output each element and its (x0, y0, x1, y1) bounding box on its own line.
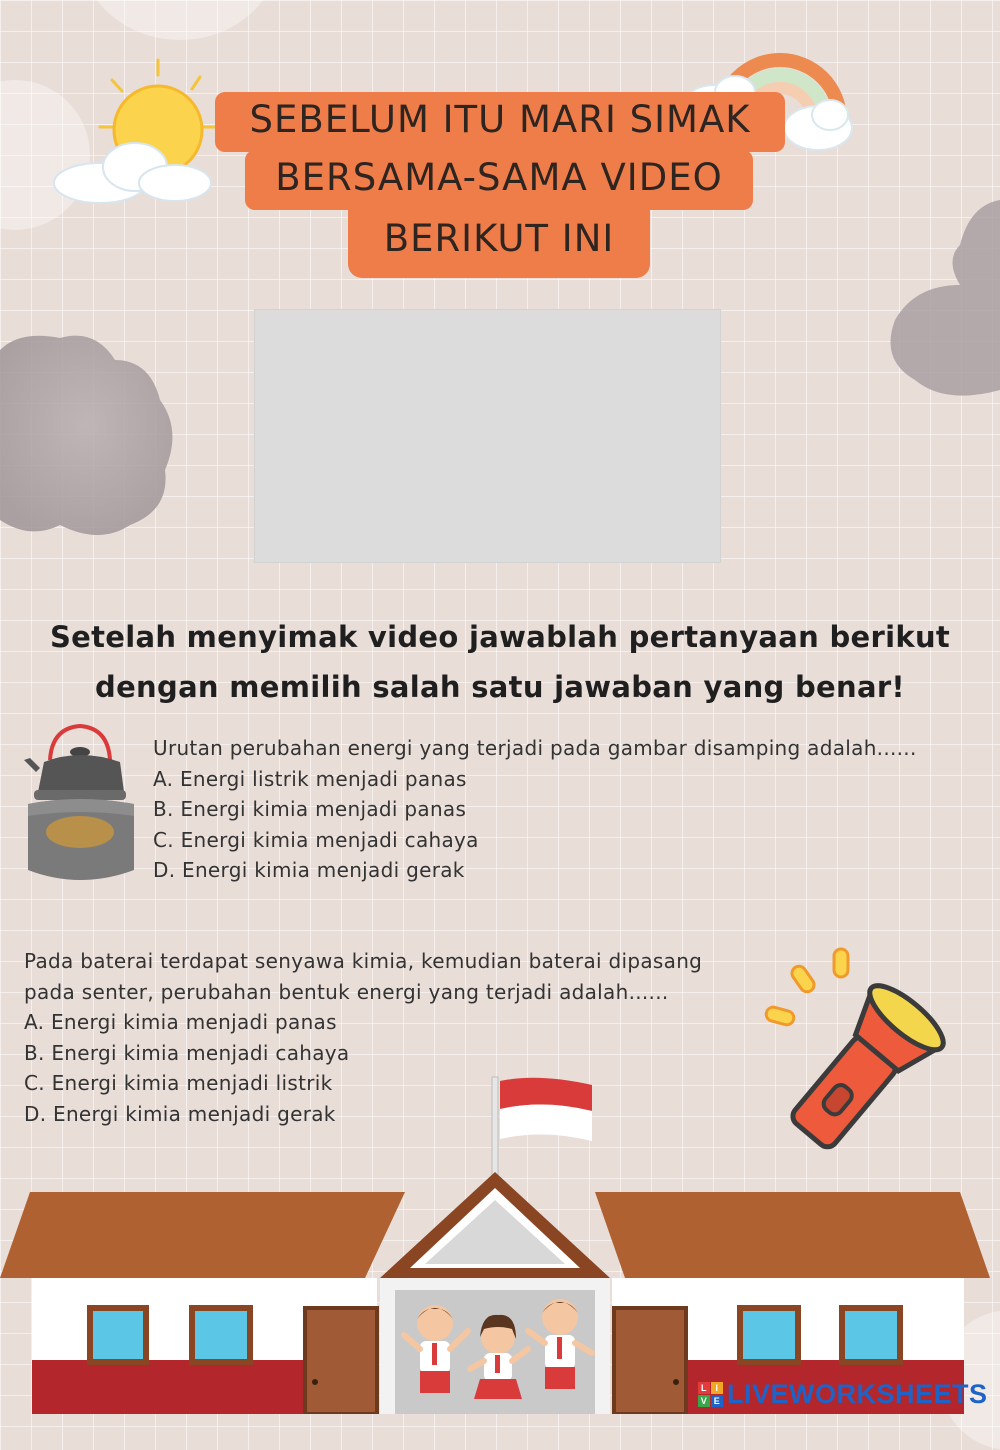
title-banner (215, 92, 785, 282)
flashlight-icon (760, 945, 975, 1155)
video-player[interactable] (254, 309, 721, 563)
logo-letter-i: I (711, 1382, 723, 1394)
logo-letter-l: L (698, 1382, 710, 1394)
cloud-left-decoration (0, 330, 180, 540)
watermark-text: LIVEWORKSHEETS (727, 1378, 988, 1409)
title-line-1: SEBELUM ITU MARI SIMAK (215, 92, 785, 152)
logo-letter-e: E (711, 1395, 723, 1407)
question-2-option-c[interactable]: C. Energi kimia menjadi listrik (24, 1071, 333, 1095)
question-2-option-b[interactable]: B. Energi kimia menjadi cahaya (24, 1040, 350, 1065)
title-line-2: BERSAMA-SAMA VIDEO (245, 150, 753, 210)
bg-circle-top (80, 0, 280, 40)
children-icon (400, 1295, 600, 1414)
instruction-line-1: Setelah menyimak video jawablah pertanyaan berikut (49, 620, 951, 654)
instruction-heading (10, 612, 990, 712)
kettle-stove-icon (22, 720, 142, 895)
question-1-option-a[interactable]: A. Energi listrik menjadi panas (153, 766, 467, 791)
sun-icon (50, 55, 240, 215)
question-2-text-line-1: Pada baterai terdapat senyawa kimia, kemudian baterai dipasang (24, 949, 703, 973)
liveworksheets-watermark (698, 1376, 988, 1412)
question-1-text: Urutan perubahan energi yang terjadi pada gambar disamping adalah...... (153, 736, 917, 760)
logo-letter-v: V (698, 1395, 710, 1407)
cloud-right-decoration (885, 200, 1000, 400)
question-1-option-c[interactable]: C. Energi kimia menjadi cahaya (153, 827, 479, 852)
question-1-option-b[interactable]: B. Energi kimia menjadi panas (153, 797, 467, 821)
question-1-option-d[interactable]: D. Energi kimia menjadi gerak (153, 858, 465, 882)
instruction-line-2: dengan memilih salah satu jawaban yang benar! (95, 670, 905, 704)
question-2 (24, 946, 702, 1129)
question-2-option-d[interactable]: D. Energi kimia menjadi gerak (24, 1101, 336, 1126)
question-2-option-a[interactable]: A. Energi kimia menjadi panas (24, 1010, 337, 1034)
liveworksheets-logo-icon (698, 1382, 723, 1407)
title-line-3: BERIKUT INI (348, 208, 650, 278)
question-1 (153, 733, 917, 886)
question-2-text-line-2: pada senter, perubahan bentuk energi yang terjadi adalah...... (24, 979, 669, 1004)
